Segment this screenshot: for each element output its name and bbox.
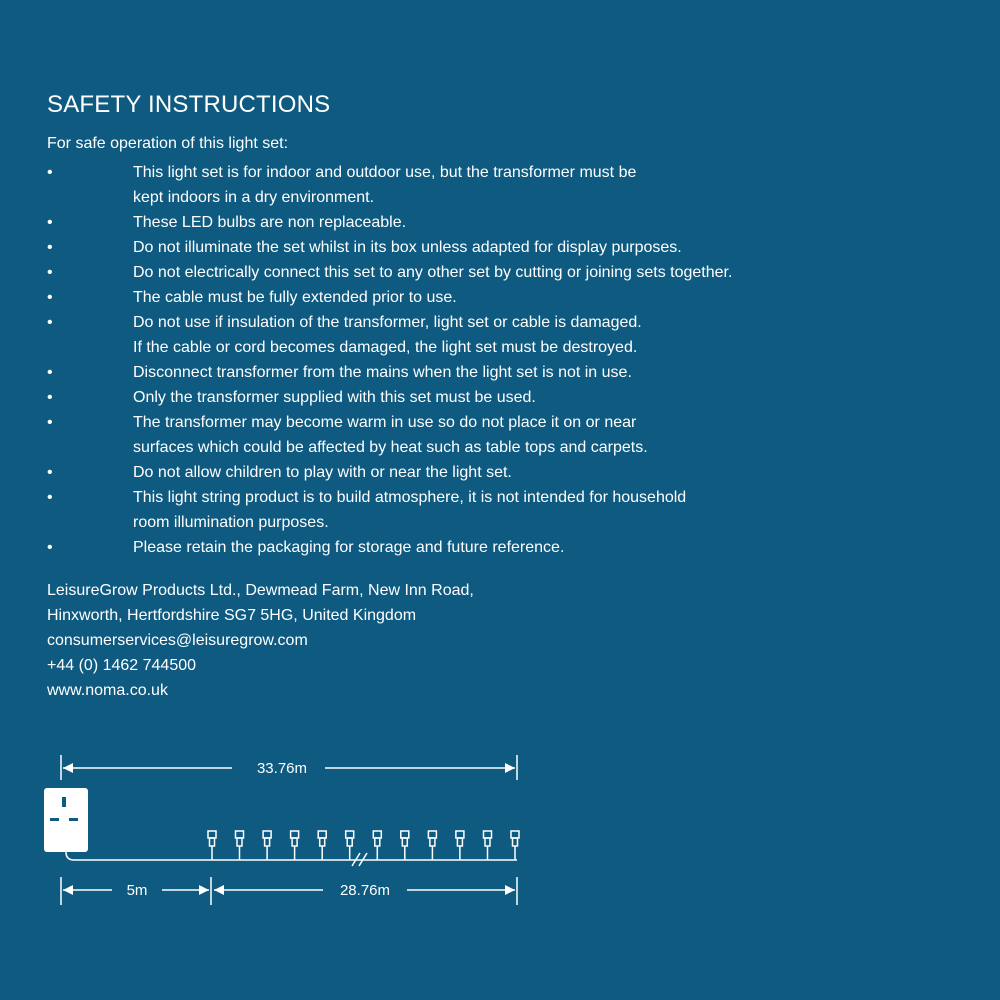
arrowhead-lit-right <box>505 885 515 895</box>
bullet-icon: • <box>47 414 53 431</box>
bullet-icon: • <box>47 289 53 306</box>
bullet-icon: • <box>47 489 53 506</box>
arrowhead-total-right <box>505 763 515 773</box>
instruction-text-line: kept indoors in a dry environment. <box>133 189 375 206</box>
bullet-icon: • <box>47 464 53 481</box>
arrowhead-lead-right <box>199 885 209 895</box>
plug-pin-right <box>69 818 78 821</box>
led-bulb-icon <box>401 831 409 860</box>
instruction-text-line: Please retain the packaging for storage and future reference. <box>133 539 565 556</box>
bullet-icon: • <box>47 239 53 256</box>
instruction-text-line: surfaces which could be affected by heat such as table tops and carpets. <box>133 439 648 456</box>
cable-line <box>66 852 517 860</box>
led-bulb-icon <box>208 831 216 860</box>
instruction-text-line: This light set is for indoor and outdoor use, but the transformer must be <box>133 164 637 181</box>
bullet-icon: • <box>47 314 53 331</box>
instruction-text-line: Only the transformer supplied with this set must be used. <box>133 389 536 406</box>
town-address-line: Hinxworth, Hertfordshire SG7 5HG, United Kingdom <box>47 607 417 624</box>
led-bulb-icon <box>346 831 354 860</box>
led-bulb-icon <box>511 831 519 860</box>
instruction-text-line: The cable must be fully extended prior to use. <box>133 289 457 306</box>
lead-length-label: 5m <box>126 882 148 899</box>
instruction-text-line: If the cable or cord becomes damaged, the light set must be destroyed. <box>133 339 638 356</box>
arrowhead-total-left <box>63 763 73 773</box>
page-title: SAFETY INSTRUCTIONS <box>47 91 331 118</box>
led-bulb-icon <box>428 831 436 860</box>
bullet-icon: • <box>47 214 53 231</box>
intro-text: For safe operation of this light set: <box>47 135 289 152</box>
arrowhead-lead-left <box>63 885 73 895</box>
led-bulbs-group <box>208 831 519 860</box>
contact-email: consumerservices@leisuregrow.com <box>47 632 308 649</box>
contact-website: www.noma.co.uk <box>47 682 168 699</box>
led-bulb-icon <box>456 831 464 860</box>
instruction-text-line: This light string product is to build atmosphere, it is not intended for household <box>133 489 687 506</box>
led-bulb-icon <box>236 831 244 860</box>
led-bulb-icon <box>373 831 381 860</box>
instruction-text-line: Disconnect transformer from the mains when the light set is not in use. <box>133 364 632 381</box>
arrowhead-lit-left <box>214 885 224 895</box>
led-bulb-icon <box>484 831 492 860</box>
total-length-label: 33.76m <box>256 760 308 777</box>
instruction-text-line: These LED bulbs are non replaceable. <box>133 214 407 231</box>
instruction-text-line: Do not allow children to play with or near the light set. <box>133 464 512 481</box>
bullet-icon: • <box>47 364 53 381</box>
instruction-text-line: Do not electrically connect this set to any other set by cutting or joining sets together. <box>133 264 733 281</box>
instruction-text-line: Do not use if insulation of the transformer, light set or cable is damaged. <box>133 314 642 331</box>
bullet-icon: • <box>47 264 53 281</box>
contact-phone: +44 (0) 1462 744500 <box>47 657 197 674</box>
bullet-icon: • <box>47 539 53 556</box>
lit-length-label: 28.76m <box>339 882 391 899</box>
led-bulb-icon <box>291 831 299 860</box>
company-address-line: LeisureGrow Products Ltd., Dewmead Farm, New Inn Road, <box>47 582 474 599</box>
instruction-text-line: The transformer may become warm in use so do not place it on or near <box>133 414 637 431</box>
plug-pin-top <box>62 797 66 807</box>
plug-pin-left <box>50 818 59 821</box>
led-bulb-icon <box>318 831 326 860</box>
instruction-text-line: room illumination purposes. <box>133 514 329 531</box>
led-bulb-icon <box>263 831 271 860</box>
bullet-icon: • <box>47 389 53 406</box>
instruction-text-line: Do not illuminate the set whilst in its box unless adapted for display purposes. <box>133 239 682 256</box>
bullet-icon: • <box>47 164 53 181</box>
